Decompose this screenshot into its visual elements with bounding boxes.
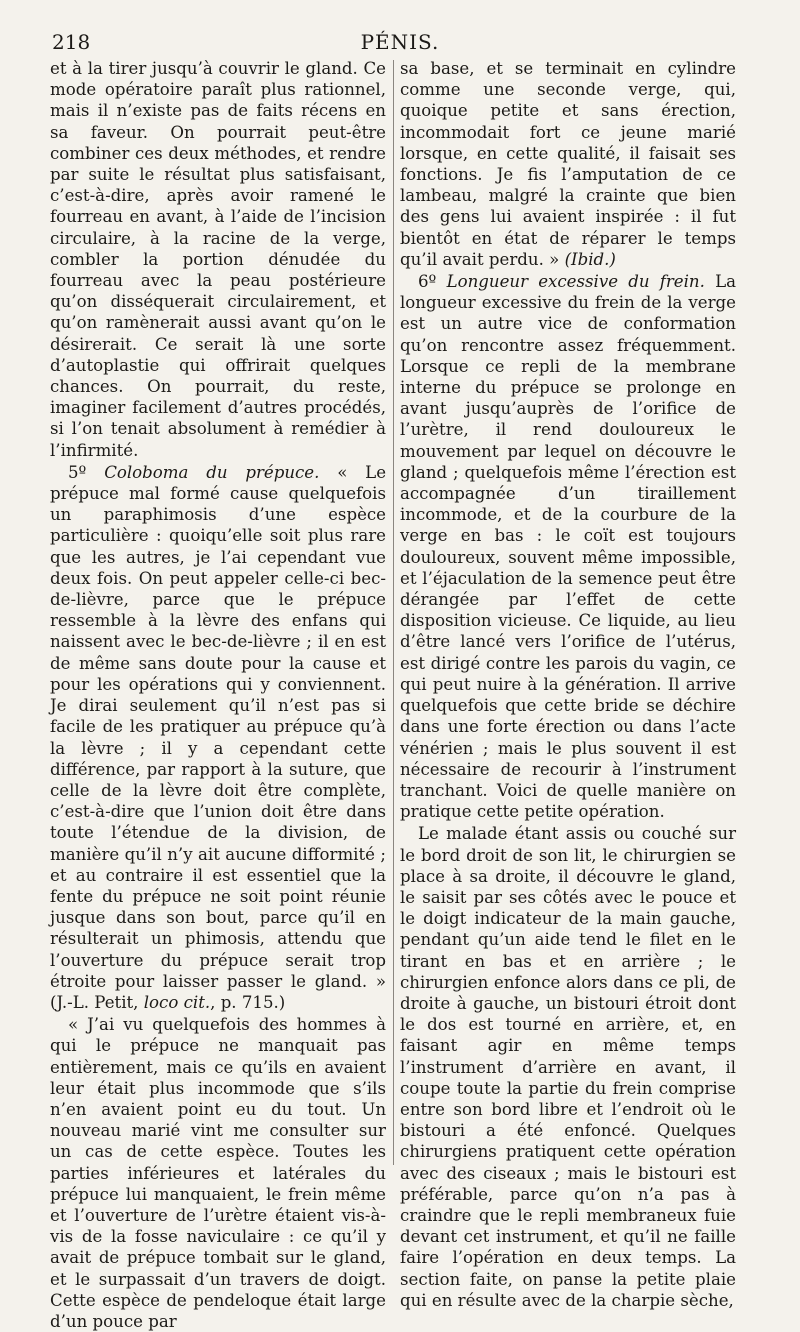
section-heading: Longueur excessive du frein. [446, 272, 705, 292]
section-heading: Coloboma du prépuce. [104, 462, 320, 482]
paragraph-case-continued [400, 58, 736, 270]
section-number: 6º [418, 272, 437, 292]
page-number: 218 [52, 30, 91, 54]
section-coloboma [50, 462, 386, 1013]
paragraph-operation: Le malade étant assis ou couché sur le bord droit de son lit, le chirurgien se place à sa droite, il découvre le gland, le saisit par ses côtés avec le pouce et le doigt indicateur de la main gauche, pendant qu’un aide tend le filet en le tirant en bas et en arrière ; le chirurgien enfonce alors dans ce pli, de droite à gauche, un bistouri étroit dont le dos est tourné en arrière, et, en faisant agir en même temps l’instrument d’arrière en avant, il coupe toute la partie du frein comprise entre son bord libre et l’endroit où le bistouri a été enfoncé. Quelques chirurgiens pratiquent cette opération avec des ciseaux ; mais le bistouri est préférable, parce qu’on n’a pas à craindre que le repli membraneux fuie devant cet instrument, et qu’il ne faille faire l’opération en deux temps. La section faite, on panse la petite plaie qui en résulte avec de la charpie sèche, [400, 824, 736, 1310]
paragraph-autoplastie: et à la tirer jusqu’à couvrir le gland. Ce mode opératoire paraît plus rationnel, mais il n’existe pas de faits récens en sa faveur. On pourrait peut-être combiner ces deux méthodes, et rendre par suite le résultat plus satisfaisant, c’est-à-dire, après avoir ramené le fourreau en avant, à l’aide de l’incision circulaire, à la racine de la verge, combler la portion dénudée du fourreau avec la peau postérieure qu’on disséquerait circulairement, et qu’on ramènerait aussi avant qu’on le désirerait. Ce serait là une sorte d’autoplastie qui offrirait quelques chances. On pourrait, du reste, imaginer facilement d’autres procédés, si l’on tenait absolument à remédier à l’infirmité. [50, 59, 386, 460]
running-title: PÉNIS. [360, 30, 440, 54]
section-number: 5º [68, 462, 87, 482]
right-column [400, 58, 736, 1311]
case-continued-text: sa base, et se terminait en cylindre comme une seconde verge, qui, quoique petite et sans érection, incommodait fort ce jeune marié lorsque, en cette qualité, il faisait ses fonctions. Je fis l’amputation de ce lambeau, malgré la crainte que bien des gens lui avaient inspirée : il fut bientôt en état de réparer le temps qu’il avait perdu. » [400, 59, 736, 269]
citation: loco cit. [143, 992, 211, 1012]
left-column [50, 58, 386, 1332]
paragraph-case-report: « J’ai vu quelquefois des hommes à qui le prépuce ne manquait pas entièrement, mais ce qu’ils en avaient leur était plus incommode que s’ils n’en avaient point eu du tout. Un nouveau marié vint me consulter sur un cas de cette espèce. Toutes les parties inférieures et latérales du prépuce lui manquaient, le frein même et l’ouverture de l’urètre étaient vis-à-vis de la fosse naviculaire : ce qu’il y avait de prépuce tombait sur le gland, et le surpassait d’un travers de doigt. Cette espèce de pendeloque était large d’un pouce par [50, 1015, 386, 1331]
section-body: La longueur excessive du frein de la verge est un autre vice de conformation qu’on rencontre assez fréquemment. Lorsque ce repli de la membrane interne du prépuce se prolonge en avant jusqu’auprès de l’orifice de l’urètre, il rend douloureux le mouvement par lequel on découvre le gland ; quelquefois même l’érection est accompagnée d’un tiraillement incommode, et de la courbure de la verge en bas : le coït est toujours douloureux, souvent même impossible, et l’éjaculation de la semence peut être dérangée par l’effet de cette disposition vicieuse. Ce liquide, au lieu d’être lancé vers l’orifice de l’utérus, est dirigé contre les parois du vagin, ce qui peut nuire à la génération. Il arrive quelquefois que cette bride se déchire dans une forte érection ou dans l’acte vénérien ; mais le plus souvent il est nécessaire de recourir à l’instrument tranchant. Voici de quelle manière on pratique cette petite opération. [400, 272, 736, 822]
page-header [52, 30, 748, 56]
column-divider [393, 60, 394, 1165]
ibid-reference: (Ibid.) [564, 249, 616, 269]
section-body: « Le prépuce mal formé cause quelquefois un paraphimosis d’une espèce particulière : quoiqu’elle soit plus rare que les autres, je l’ai cependant vue deux fois. On peut appeler celle-ci bec-de-lièvre, parce que le prépuce ressemble à la lèvre des enfans qui naissent avec le bec-de-lièvre ; il en est de même sans doute pour la cause et pour les opérations qui y conviennent. Je dirai seulement qu’il n’est pas si facile de les pratiquer au prépuce qu’à la lèvre ; il y a cependant cette différence, par rapport à la suture, que celle de la lèvre doit être complète, c’est-à-dire que l’union doit être dans toute l’étendue de la division, de manière qu’il n’y ait aucune difformité ; et au contraire il est essentiel que la fente du prépuce ne soit point réunie jusque dans son bout, parce qu’il en résulterait un phimosis, attendu que l’ouverture du prépuce serait trop étroite pour laisser passer le gland. » (J.-L. Petit, [50, 462, 387, 1012]
citation-end: , p. 715.) [210, 992, 286, 1012]
section-frein [400, 271, 736, 822]
